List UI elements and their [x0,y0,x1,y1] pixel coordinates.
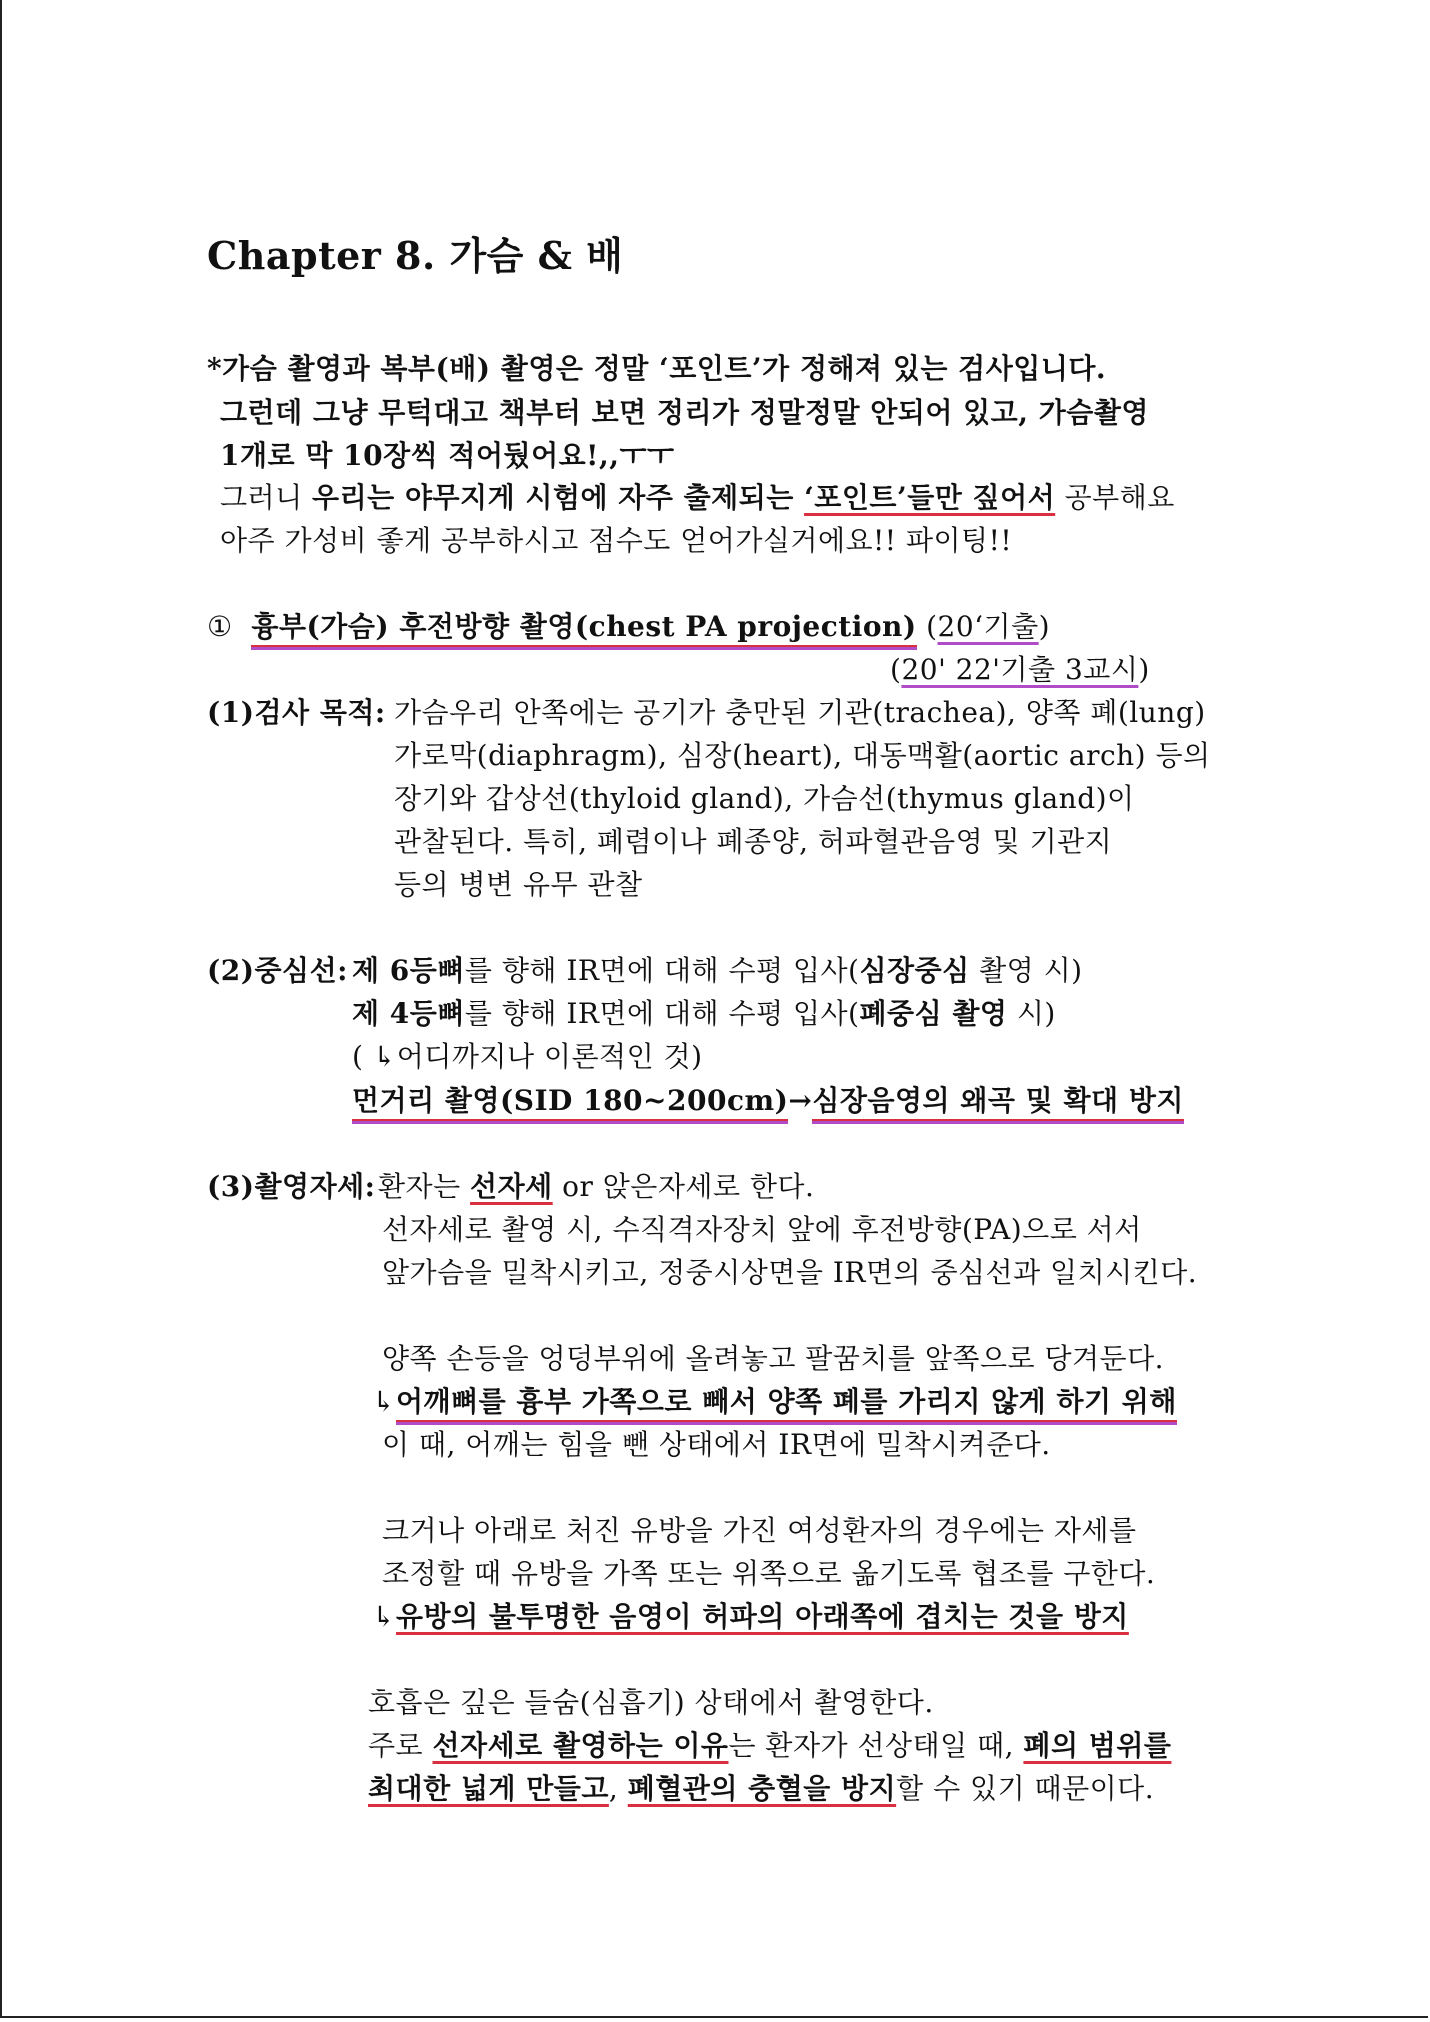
center-long-distance: 먼거리 촬영(SID 180~200cm) [352,1084,788,1121]
intro-line-5 [220,524,1012,558]
intro-line-2 [220,396,1149,430]
position-line-2: 선자세로 촬영 시, 수직격자장치 앞에 후전방향(PA)으로 서서 [382,1213,1142,1246]
intro-text-5: 아주 가성비 좋게 공부하시고 점수도 얻어가실거에요!! 파이팅!! [220,524,1013,557]
exam-tag-open: ( [926,610,938,643]
intro-line-1 [207,352,1106,386]
position-line-1 [378,1170,814,1204]
exam-tag-line-2 [890,653,1150,687]
position-line-10: 호흡은 깊은 들숨(심흡기) 상태에서 촬영한다. [368,1686,934,1719]
exam-tag-2-open: ( [890,653,902,686]
purpose-line-4: 관찰된다. 특히, 폐렴이나 폐종양, 허파혈관음영 및 기관지 [394,825,1113,858]
position-text-1a: 환자는 [378,1170,471,1203]
center-label-text: (2)중심선: [207,954,348,987]
intro-line-3 [220,439,675,473]
center-text-1d: 촬영 시) [969,954,1083,987]
position-line-6: 이 때, 어깨는 힘을 뺀 상태에서 IR면에 밀착시켜준다. [382,1428,1051,1461]
section-heading [207,610,1050,644]
position-line-11 [368,1729,1171,1763]
position-breast-reason: 유방의 불투명한 음영이 허파의 아래쪽에 겹치는 것을 방지 [395,1600,1129,1633]
position-label [207,1170,376,1204]
purpose-line-1: 가슴우리 안쪽에는 공기가 충만된 기관(trachea), 양쪽 폐(lung) [394,696,1206,729]
intro-text-4a: 그러니 [220,481,313,514]
position-line-4: 양쪽 손등을 엉덩부위에 올려놓고 팔꿈치를 앞쪽으로 당겨둔다. [382,1342,1165,1375]
purpose-line-5: 등의 병변 유무 관찰 [394,868,643,901]
position-comma: , [608,1772,628,1805]
center-text-2d: 시) [1007,997,1056,1030]
position-text-11c: 는 환자가 선상태일 때, [728,1729,1024,1762]
exam-tag-1: 20‘기출 [937,610,1039,643]
center-line-3: ( ↳어디까지나 이론적인 것) [352,1040,703,1073]
position-why-standing: 선자세로 촬영하는 이유 [432,1729,729,1762]
position-line-12 [368,1772,1154,1806]
section-heading-text: 흉부(가슴) 후전방향 촬영(chest PA projection) [251,610,916,647]
center-line-1 [352,954,1083,988]
center-vertebra-4: 제 4등뼈 [352,997,465,1030]
purpose-label [207,696,386,730]
center-text-1b: 를 향해 IR면에 대해 수평 입사( [464,954,860,987]
intro-line-4 [220,481,1175,515]
purpose-line-3: 장기와 갑상선(thyloid gland), 가슴선(thymus gland)이 [394,782,1135,815]
position-label-text: (3)촬영자세: [207,1170,376,1203]
position-maximize: 최대한 넓게 만들고 [368,1772,609,1805]
center-lung-center: 폐중심 촬영 [859,997,1008,1030]
position-text-11a: 주로 [368,1729,433,1762]
position-line-8: 조정할 때 유방을 가쪽 또는 위쪽으로 옮기도록 협조를 구한다. [382,1557,1156,1590]
position-prevent-congestion: 폐혈관의 충혈을 방지 [627,1772,897,1805]
position-line-5 [372,1385,1177,1419]
exam-tag-2: 20' 22'기출 3교시 [901,653,1139,686]
center-heart-center: 심장중심 [859,954,970,987]
center-line-4 [352,1084,1184,1118]
center-prevent-distortion: 심장음영의 왜곡 및 확대 방지 [812,1084,1184,1121]
center-line-2 [352,997,1056,1031]
intro-text-3: 1개로 막 10장씩 적어뒀어요!,,ㅜㅜ [220,439,675,472]
exam-tag-close: ) [1038,610,1051,643]
arrow-icon: ↳ [372,1385,396,1418]
center-vertebra-6: 제 6등뼈 [352,954,465,987]
position-line-7: 크거나 아래로 처진 유방을 가진 여성환자의 경우에는 자세를 [382,1514,1137,1547]
intro-text-2: 그런데 그냥 무턱대고 책부터 보면 정리가 정말정말 안되어 있고, 가슴촬영 [220,396,1149,429]
purpose-line-2: 가로막(diaphragm), 심장(heart), 대동맥활(aortic arch) 등의 [394,739,1211,772]
position-lung-range: 폐의 범위를 [1023,1729,1172,1762]
position-line-3: 앞가슴을 밀착시키고, 정중시상면을 IR면의 중심선과 일치시킨다. [382,1256,1198,1289]
exam-tag-2-close: ) [1138,653,1150,686]
intro-point-highlight: ‘포인트’들만 짚어서 [804,481,1056,514]
position-standing: 선자세 [470,1170,553,1203]
arrow-icon: ↳ [372,1600,396,1633]
center-text-2b: 를 향해 IR면에 대해 수평 입사( [464,997,860,1030]
position-text-12d: 할 수 있기 때문이다. [896,1772,1155,1805]
intro-text-1: *가슴 촬영과 복부(배) 촬영은 정말 ‘포인트’가 정해져 있는 검사입니다. [207,352,1107,385]
center-arrow: → [788,1084,813,1117]
section-number: ① [207,610,233,643]
position-text-1c: or 앉은자세로 한다. [552,1170,815,1203]
intro-text-4b: 우리는 야무지게 시험에 자주 출제되는 [312,481,805,514]
position-line-9 [372,1600,1129,1634]
center-label [207,954,348,988]
purpose-label-text: (1)검사 목적: [207,696,386,729]
intro-text-4d: 공부해요 [1055,481,1175,514]
page-title: Chapter 8. 가슴 & 배 [207,233,624,278]
position-shoulder-reason: 어깨뼈를 흉부 가쪽으로 빼서 양쪽 폐를 가리지 않게 하기 위해 [396,1385,1177,1422]
